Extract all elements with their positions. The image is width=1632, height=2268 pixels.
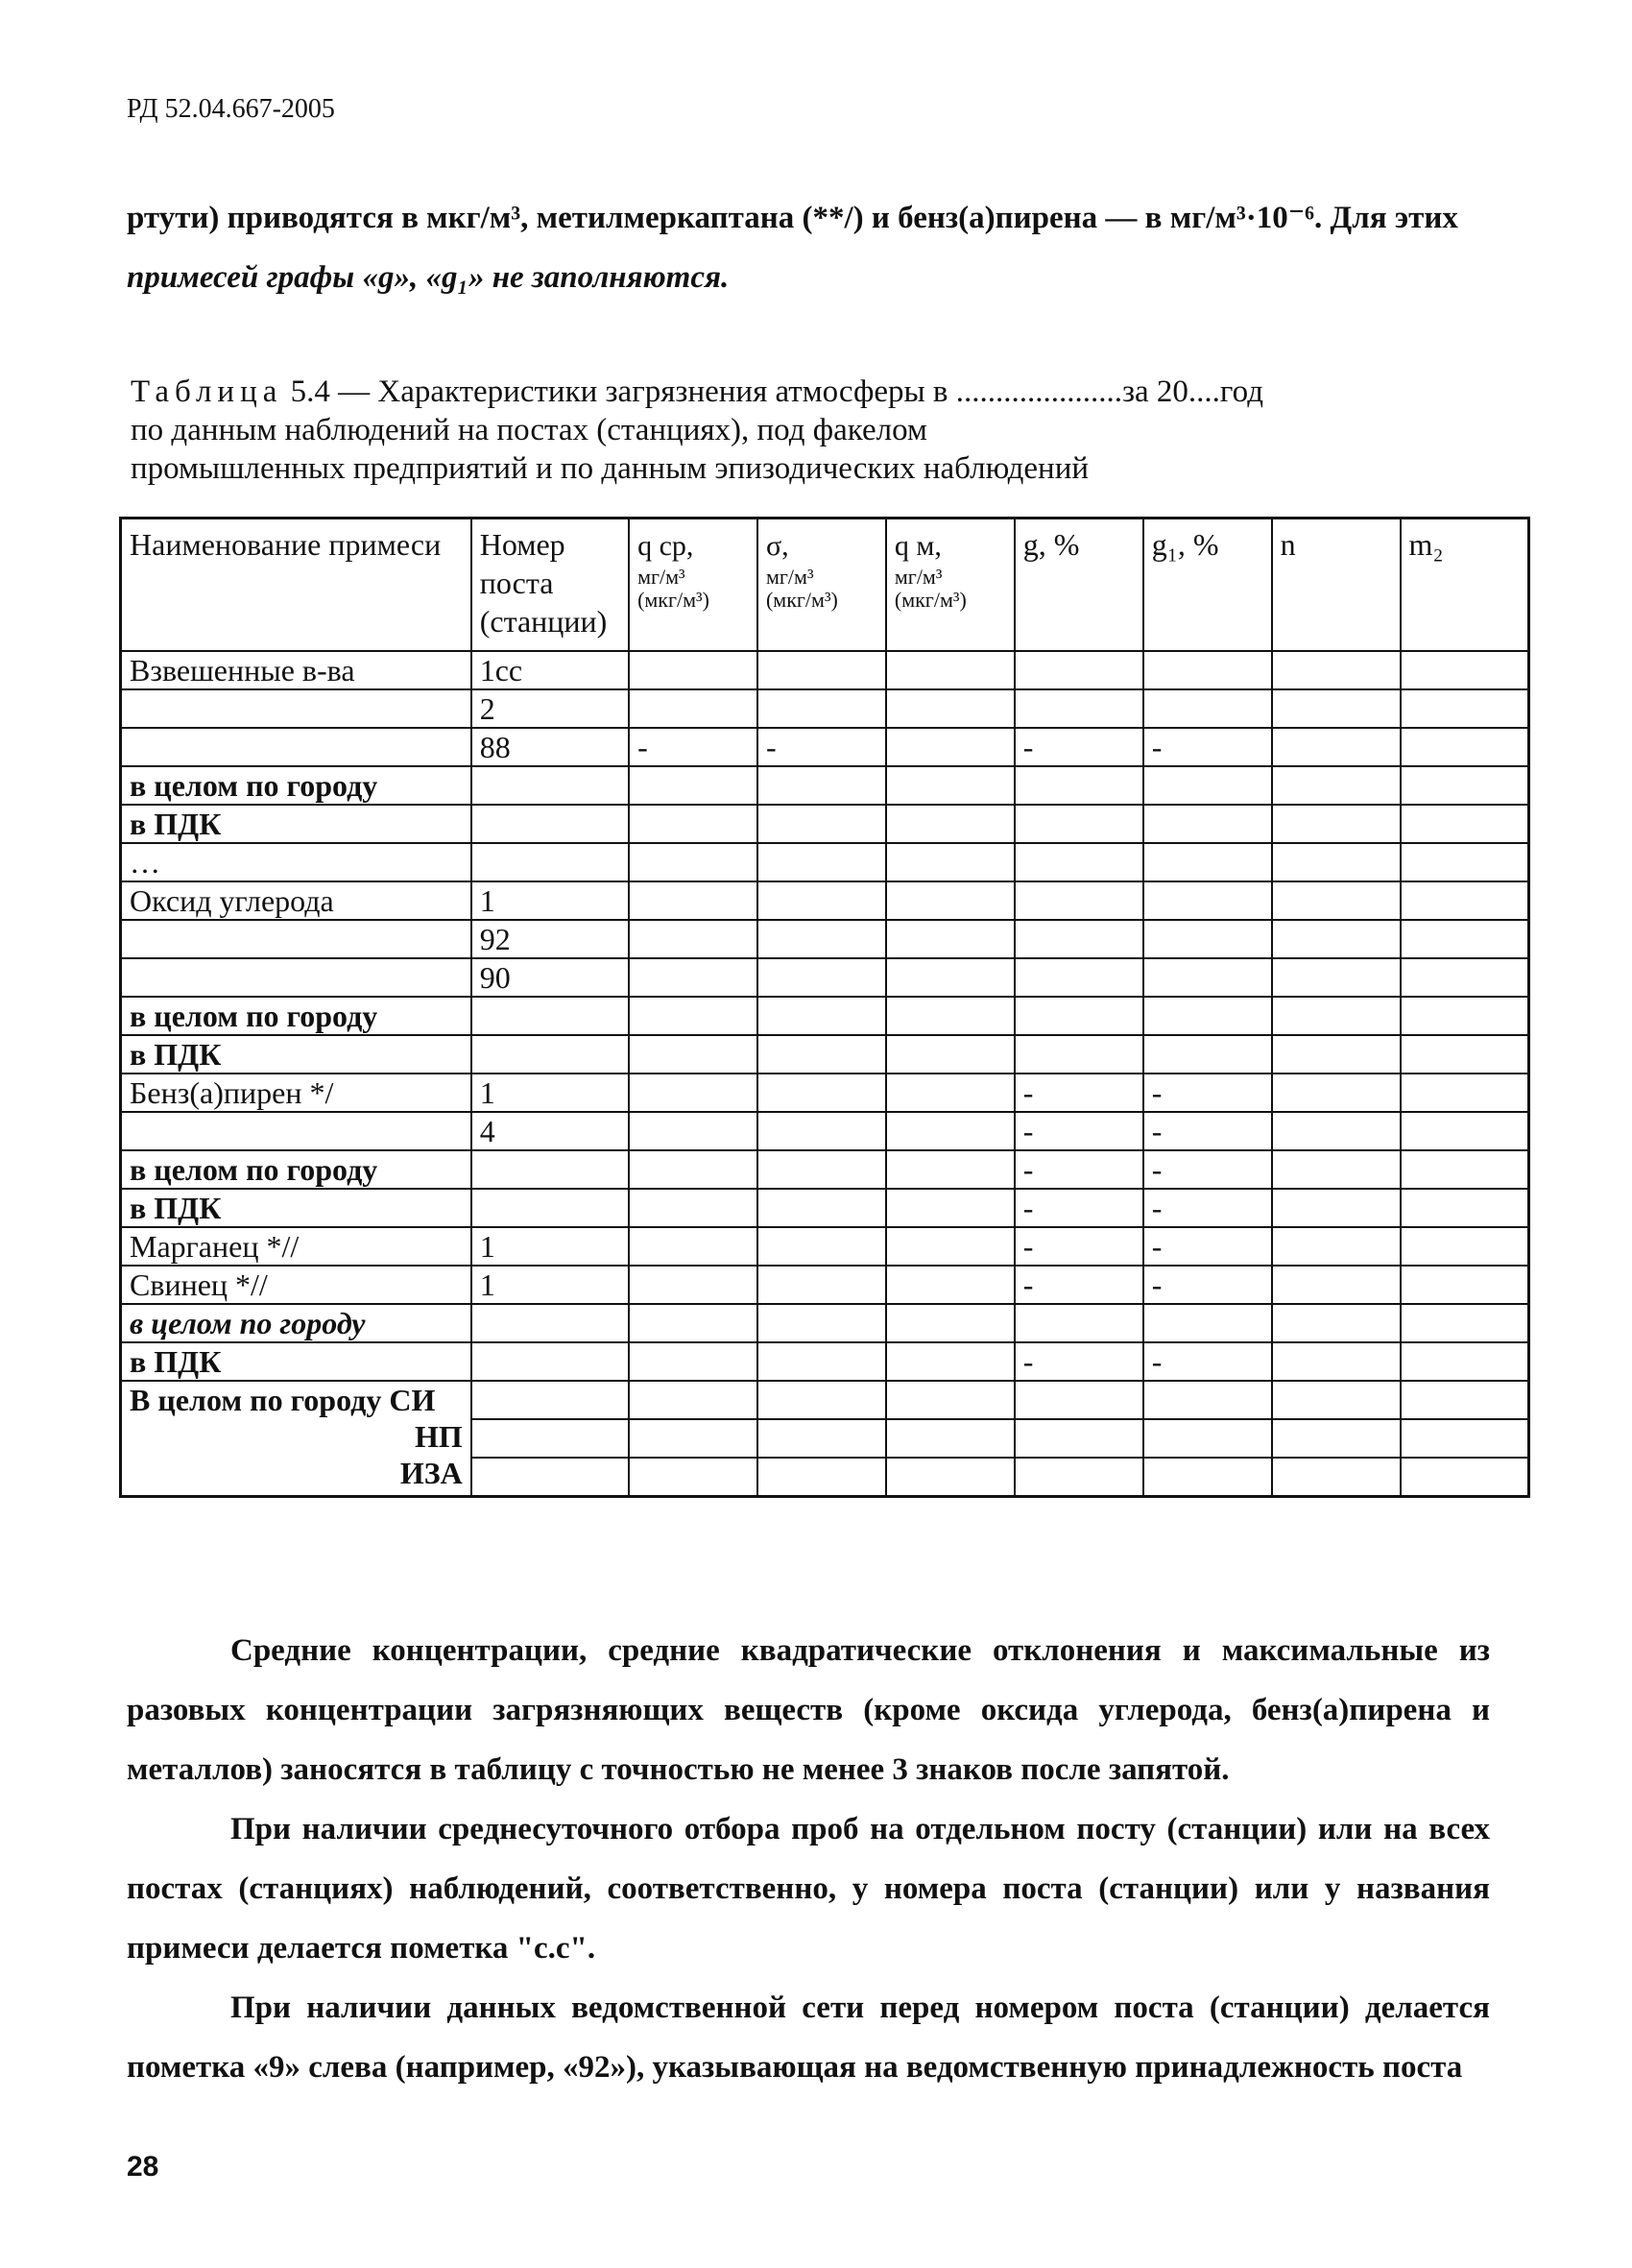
cell-value: - (1015, 1112, 1143, 1150)
cell-value: - (1015, 728, 1143, 766)
cell-substance: в целом по городу (121, 766, 471, 805)
table-header-row (121, 519, 1529, 652)
cell-value (629, 1150, 757, 1189)
cell-value (757, 1189, 886, 1227)
table-row (121, 997, 1529, 1035)
cell-value (629, 1266, 757, 1304)
cell-value (1272, 805, 1401, 843)
cell-value (629, 1035, 757, 1074)
cell-value (757, 689, 886, 728)
cell-value (1401, 997, 1529, 1035)
cell-substance (121, 689, 471, 728)
table-row (121, 728, 1529, 766)
cell-value: - (1143, 1266, 1272, 1304)
caption-line-3: промышленных предприятий и по данным эпизодических наблюдений (131, 451, 1090, 486)
cell-value (629, 805, 757, 843)
cell-value (471, 1381, 629, 1419)
cell-value (886, 1074, 1015, 1112)
cell-substance: Свинец *// (121, 1266, 471, 1304)
cell-value (886, 881, 1015, 920)
cell-value (629, 1227, 757, 1266)
cell-post: 1 (471, 881, 629, 920)
cell-value (1401, 920, 1529, 958)
table-row (121, 1266, 1529, 1304)
cell-value (1401, 1381, 1529, 1419)
cell-post: 4 (471, 1112, 629, 1150)
cell-value (1143, 1458, 1272, 1497)
cell-value (471, 1419, 629, 1458)
caption-line-1: 5.4 — Характеристики загрязнения атмосферы в .....................за 20....год (290, 374, 1263, 409)
body-paragraph-1: Средние концентрации, средние квадратические отклонения и максимальные из разовых концентрации загрязняющих веществ (кроме оксида углерода, бенз(а)пирена и металлов) заносятся в таблицу с точностью не менее 3 знаков после запятой. (127, 1633, 1490, 1787)
cell-value (1143, 958, 1272, 997)
cell-post (471, 1304, 629, 1342)
cell-value (757, 1419, 886, 1458)
summary-row (121, 1381, 1529, 1419)
table-row (121, 1189, 1529, 1227)
cell-substance: в ПДК (121, 805, 471, 843)
table-row (121, 920, 1529, 958)
cell-value (1143, 689, 1272, 728)
cell-value (629, 651, 757, 689)
cell-post: 1 (471, 1074, 629, 1112)
cell-substance (121, 920, 471, 958)
cell-value (629, 843, 757, 881)
cell-value: - (1015, 1266, 1143, 1304)
table-row (121, 1112, 1529, 1150)
cell-value (886, 805, 1015, 843)
header-qcp-symbol: q ср, (637, 530, 694, 562)
caption-line-2: по данным наблюдений на постах (станциях), под факелом (131, 413, 927, 447)
cell-post: 88 (471, 728, 629, 766)
summary-index-label: ИЗА (399, 1456, 463, 1490)
header-post: Номер поста (станции) (471, 519, 629, 652)
cell-value (1015, 843, 1143, 881)
header-qm-unit2: (мкг/м³) (894, 588, 967, 612)
cell-value (886, 1266, 1015, 1304)
cell-value (629, 1304, 757, 1342)
cell-value (757, 843, 886, 881)
cell-value (886, 1189, 1015, 1227)
cell-value (1401, 1266, 1529, 1304)
cell-value (1015, 1035, 1143, 1074)
cell-value (1143, 997, 1272, 1035)
cell-value (1272, 1035, 1401, 1074)
cell-value (1015, 766, 1143, 805)
cell-value (629, 1112, 757, 1150)
header-qcp-unit2: (мкг/м³) (637, 588, 709, 612)
cell-value (1272, 1150, 1401, 1189)
table-row (121, 1342, 1529, 1381)
cell-value (629, 1458, 757, 1497)
cell-post: 1 (471, 1266, 629, 1304)
cell-value (1401, 958, 1529, 997)
cell-value (886, 1381, 1015, 1419)
body-paragraph-3: При наличии данных ведомственной сети перед номером поста (станции) делается пометка «9» слева (например, «92»), указывающая на ведомственную принадлежность поста (127, 1991, 1490, 2085)
cell-value (757, 1150, 886, 1189)
summary-label-cell (121, 1381, 471, 1497)
cell-value (1143, 881, 1272, 920)
cell-substance: Марганец *// (121, 1227, 471, 1266)
cell-value (1272, 920, 1401, 958)
cell-value: - (1143, 1227, 1272, 1266)
intro-line-2: примесей графы «g», «g₁» не заполняются. (127, 260, 730, 295)
cell-value (1272, 1112, 1401, 1150)
cell-post: 2 (471, 689, 629, 728)
cell-value (757, 1304, 886, 1342)
header-name: Наименование примеси (121, 519, 471, 652)
header-g1: g₁, % (1143, 519, 1272, 652)
cell-value (886, 920, 1015, 958)
cell-substance: Взвешенные в-ва (121, 651, 471, 689)
table-row (121, 1074, 1529, 1112)
cell-post (471, 1342, 629, 1381)
cell-value (757, 1342, 886, 1381)
header-sigma-unit: мг/м³ (765, 565, 814, 589)
intro-line-1: ртути) приводятся в мкг/м³, метилмеркаптана (**/) и бенз(а)пирена — в мг/м³·10⁻⁶. Для этих (127, 201, 1458, 235)
page-number: 28 (127, 2151, 159, 2183)
cell-value: - (1015, 1342, 1143, 1381)
cell-value (1401, 1304, 1529, 1342)
cell-substance: Бенз(а)пирен */ (121, 1074, 471, 1112)
cell-value (757, 997, 886, 1035)
cell-value (886, 1035, 1015, 1074)
cell-value (1272, 997, 1401, 1035)
cell-post (471, 766, 629, 805)
cell-post (471, 805, 629, 843)
cell-post (471, 1150, 629, 1189)
cell-value (1272, 1458, 1401, 1497)
cell-value (1015, 689, 1143, 728)
cell-value (1272, 1419, 1401, 1458)
cell-value (757, 958, 886, 997)
cell-value (757, 1112, 886, 1150)
cell-value (1272, 1381, 1401, 1419)
cell-value (1401, 1458, 1529, 1497)
cell-value: - (1015, 1074, 1143, 1112)
cell-value (1143, 1304, 1272, 1342)
cell-substance: в целом по городу (121, 997, 471, 1035)
cell-substance: в целом по городу (121, 1304, 471, 1342)
cell-substance: в целом по городу (121, 1150, 471, 1189)
cell-value (471, 1458, 629, 1497)
header-n: n (1272, 519, 1401, 652)
header-qm-symbol: q м, (894, 530, 942, 562)
table-row (121, 805, 1529, 843)
table-row (121, 1227, 1529, 1266)
cell-value (1143, 651, 1272, 689)
cell-value (1015, 920, 1143, 958)
summary-index-label: НП (414, 1419, 463, 1454)
cell-value (1401, 843, 1529, 881)
cell-value: - (1015, 1150, 1143, 1189)
cell-value (1401, 1035, 1529, 1074)
cell-value: - (1143, 1189, 1272, 1227)
header-qcp (629, 519, 757, 652)
cell-value (1272, 689, 1401, 728)
cell-value (1272, 1227, 1401, 1266)
cell-substance (121, 958, 471, 997)
cell-value (1272, 1074, 1401, 1112)
cell-value (1015, 805, 1143, 843)
cell-value (629, 1189, 757, 1227)
table-row (121, 881, 1529, 920)
cell-value (1143, 843, 1272, 881)
cell-value (1015, 958, 1143, 997)
cell-value (1015, 1381, 1143, 1419)
cell-substance: … (121, 843, 471, 881)
cell-value (1272, 728, 1401, 766)
cell-value (886, 1227, 1015, 1266)
cell-value: - (1143, 1150, 1272, 1189)
cell-value (1143, 920, 1272, 958)
cell-value (757, 1266, 886, 1304)
cell-value (757, 1381, 886, 1419)
cell-value (886, 1112, 1015, 1150)
cell-value (886, 651, 1015, 689)
cell-value (886, 689, 1015, 728)
cell-value (757, 1227, 886, 1266)
cell-value: - (1015, 1189, 1143, 1227)
table-caption (131, 373, 1494, 488)
header-qm (886, 519, 1015, 652)
table-row (121, 766, 1529, 805)
summary-index-label: СИ (389, 1383, 436, 1417)
cell-post: 1 (471, 1227, 629, 1266)
caption-prefix: Таблица (131, 374, 283, 409)
cell-substance: в ПДК (121, 1035, 471, 1074)
cell-value (757, 1035, 886, 1074)
cell-post: 92 (471, 920, 629, 958)
cell-value (1401, 1112, 1529, 1150)
cell-value (629, 881, 757, 920)
table-row (121, 1304, 1529, 1342)
cell-value (1401, 1189, 1529, 1227)
cell-substance (121, 728, 471, 766)
cell-post (471, 1035, 629, 1074)
cell-value (886, 1458, 1015, 1497)
table-row (121, 958, 1529, 997)
cell-value (1015, 1458, 1143, 1497)
cell-value (757, 1074, 886, 1112)
cell-value (886, 843, 1015, 881)
table-row (121, 651, 1529, 689)
cell-value (757, 1458, 886, 1497)
cell-value (1401, 766, 1529, 805)
cell-value (1015, 651, 1143, 689)
cell-value (629, 997, 757, 1035)
header-sigma-unit2: (мкг/м³) (765, 588, 838, 612)
cell-value (757, 920, 886, 958)
pollution-table (119, 517, 1530, 1498)
cell-value (1401, 805, 1529, 843)
cell-value (629, 689, 757, 728)
cell-value (1272, 1342, 1401, 1381)
table-row (121, 1035, 1529, 1074)
cell-value (757, 766, 886, 805)
cell-value (1401, 881, 1529, 920)
document-code: РД 52.04.667-2005 (127, 94, 335, 124)
cell-value (1143, 1419, 1272, 1458)
header-qm-unit: мг/м³ (894, 565, 943, 589)
cell-post (471, 843, 629, 881)
summary-label: В целом по городу (130, 1383, 382, 1417)
table-body (121, 651, 1529, 1497)
header-sigma-symbol: σ, (765, 530, 789, 562)
table-row (121, 689, 1529, 728)
cell-substance (121, 1112, 471, 1150)
cell-value (1015, 1304, 1143, 1342)
cell-value (1272, 1189, 1401, 1227)
body-text (127, 1621, 1490, 2097)
cell-value (886, 997, 1015, 1035)
cell-value (757, 881, 886, 920)
cell-value (1272, 958, 1401, 997)
cell-value: - (757, 728, 886, 766)
cell-post (471, 997, 629, 1035)
cell-value (886, 1342, 1015, 1381)
cell-value (629, 920, 757, 958)
cell-value (1401, 1419, 1529, 1458)
cell-value (1272, 1304, 1401, 1342)
cell-value (757, 805, 886, 843)
cell-post: 90 (471, 958, 629, 997)
cell-value (1401, 1227, 1529, 1266)
cell-value (1401, 1074, 1529, 1112)
cell-value (629, 1419, 757, 1458)
table-row (121, 843, 1529, 881)
cell-post (471, 1189, 629, 1227)
header-m2: m₂ (1401, 519, 1529, 652)
cell-value (1015, 881, 1143, 920)
cell-value (1143, 1035, 1272, 1074)
cell-value (629, 958, 757, 997)
cell-value (629, 1342, 757, 1381)
cell-value (1272, 881, 1401, 920)
cell-value (1272, 843, 1401, 881)
cell-value (1143, 1381, 1272, 1419)
cell-value: - (629, 728, 757, 766)
cell-value (629, 1381, 757, 1419)
cell-value (886, 1419, 1015, 1458)
table-row (121, 1150, 1529, 1189)
cell-value (1401, 728, 1529, 766)
cell-value (886, 728, 1015, 766)
cell-value (1015, 997, 1143, 1035)
cell-value (757, 651, 886, 689)
cell-substance: в ПДК (121, 1342, 471, 1381)
cell-value (629, 1074, 757, 1112)
header-sigma (757, 519, 886, 652)
cell-value (629, 766, 757, 805)
cell-value (1401, 1342, 1529, 1381)
cell-value (1401, 689, 1529, 728)
body-paragraph-2: При наличии среднесуточного отбора проб на отдельном посту (станции) или на всех постах (станциях) наблюдений, соответственно, у номера поста (станции) или у названия примеси делается пометка "с.с". (127, 1812, 1490, 1966)
header-g: g, % (1015, 519, 1143, 652)
cell-value: - (1015, 1227, 1143, 1266)
cell-value (1272, 651, 1401, 689)
cell-value (1272, 766, 1401, 805)
cell-value (886, 1150, 1015, 1189)
cell-value: - (1143, 1112, 1272, 1150)
cell-value (1143, 805, 1272, 843)
cell-value (1015, 1419, 1143, 1458)
header-qcp-unit: мг/м³ (637, 565, 685, 589)
cell-value: - (1143, 1342, 1272, 1381)
cell-value (886, 958, 1015, 997)
cell-value (1143, 766, 1272, 805)
cell-value: - (1143, 728, 1272, 766)
cell-post: 1сс (471, 651, 629, 689)
cell-value: - (1143, 1074, 1272, 1112)
cell-value (1272, 1266, 1401, 1304)
cell-substance: Оксид углерода (121, 881, 471, 920)
cell-value (1401, 1150, 1529, 1189)
intro-paragraph (127, 188, 1490, 307)
cell-value (886, 766, 1015, 805)
cell-value (1401, 651, 1529, 689)
cell-value (886, 1304, 1015, 1342)
cell-substance: в ПДК (121, 1189, 471, 1227)
